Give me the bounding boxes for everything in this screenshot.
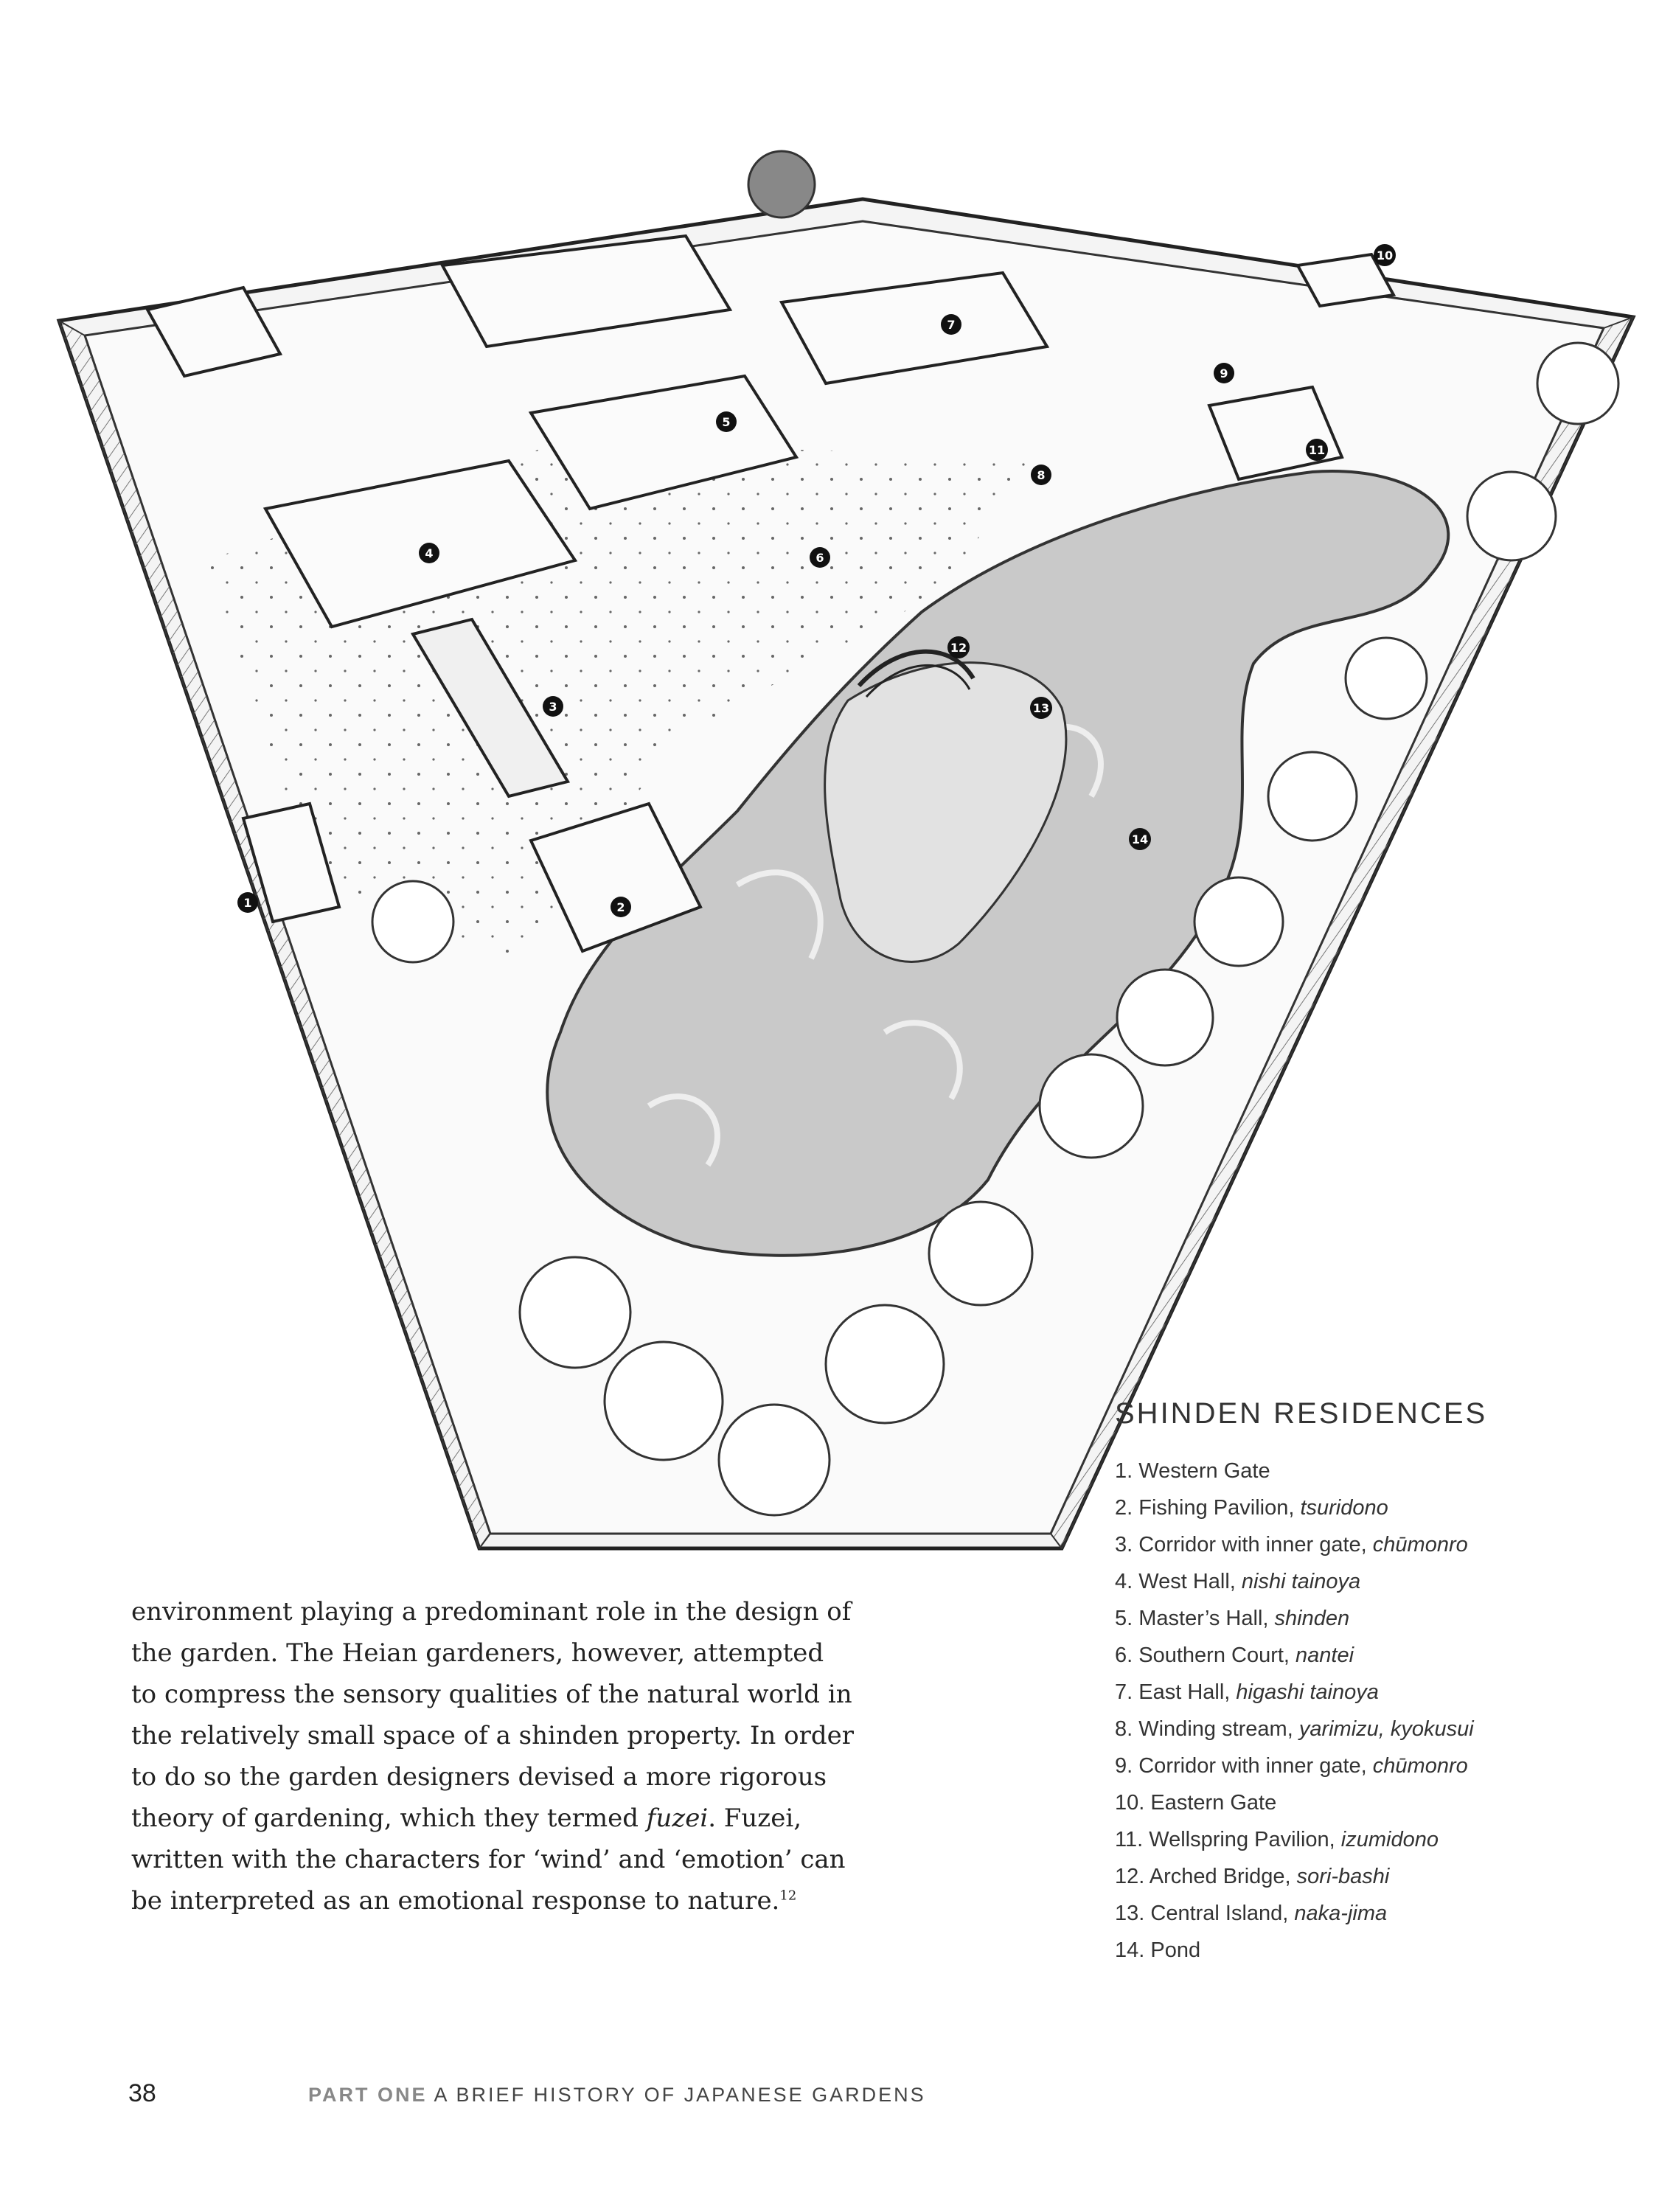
- marker-7: [941, 314, 961, 335]
- legend-item: 3. Corridor with inner gate, chūmonro: [1115, 1533, 1468, 1557]
- marker-5: [716, 411, 737, 432]
- body-term: fuzei: [646, 1804, 709, 1833]
- legend-item: 8. Winding stream, yarimizu, kyokusui: [1115, 1717, 1474, 1741]
- page-number: 38: [128, 2079, 156, 2107]
- legend-item: 10. Eastern Gate: [1115, 1791, 1277, 1815]
- body-text-part1: environment playing a predominant role in the design of the garden. The Heian gardeners, however, attempted to compress the sensory qualities of the natural world in the relatively small space of a shinden property. In order to do so the garden designers devised a more rigorous theory of gardening, which they termed: [131, 1597, 854, 1833]
- marker-10: [1374, 244, 1396, 266]
- marker-8: [1031, 465, 1051, 485]
- marker-1: [237, 892, 258, 913]
- svg-text:3: 3: [549, 700, 557, 714]
- marker-2: [611, 897, 631, 917]
- legend-list: [1115, 1453, 1631, 1969]
- marker-6: [810, 547, 830, 568]
- legend-item: 5. Master’s Hall, shinden: [1115, 1607, 1350, 1630]
- svg-text:4: 4: [425, 546, 434, 560]
- svg-text:7: 7: [947, 318, 956, 332]
- legend-item: 7. East Hall, higashi tainoya: [1115, 1680, 1379, 1704]
- legend-item: 6. Southern Court, nantei: [1115, 1644, 1354, 1667]
- marker-11: [1306, 439, 1328, 461]
- footnote-ref[interactable]: 12: [779, 1888, 797, 1904]
- svg-text:6: 6: [815, 551, 824, 565]
- legend-item: 14. Pond: [1115, 1938, 1201, 1962]
- svg-text:13: 13: [1032, 701, 1050, 715]
- legend-item: 2. Fishing Pavilion, tsuridono: [1115, 1496, 1388, 1520]
- legend-title: SHINDEN RESIDENCES: [1115, 1397, 1488, 1430]
- legend-item: 13. Central Island, naka-jima: [1115, 1902, 1388, 1925]
- marker-9: [1214, 363, 1234, 383]
- running-footer: [308, 2084, 926, 2107]
- marker-4: [419, 543, 439, 563]
- svg-text:11: 11: [1308, 443, 1326, 457]
- svg-text:2: 2: [616, 900, 625, 914]
- body-paragraph: [131, 1591, 854, 1921]
- legend-item: 4. West Hall, nishi tainoya: [1115, 1570, 1361, 1593]
- svg-text:5: 5: [722, 415, 731, 429]
- svg-text:12: 12: [950, 641, 967, 655]
- part-label: PART ONE: [308, 2084, 428, 2106]
- svg-text:1: 1: [243, 896, 252, 910]
- svg-text:9: 9: [1220, 366, 1228, 380]
- body-text-part2: . Fuzei, written with the characters for ‘wind’ and ‘emotion’ can be interpreted as an emotional response to nature.: [131, 1804, 846, 1916]
- legend-item: 1. Western Gate: [1115, 1459, 1270, 1483]
- svg-text:14: 14: [1131, 832, 1149, 846]
- svg-text:10: 10: [1376, 248, 1394, 262]
- marker-14: [1129, 828, 1151, 850]
- book-title: A BRIEF HISTORY OF JAPANESE GARDENS: [434, 2084, 926, 2106]
- legend-item: 9. Corridor with inner gate, chūmonro: [1115, 1754, 1468, 1778]
- legend-item: 11. Wellspring Pavilion, izumidono: [1115, 1828, 1439, 1851]
- legend: [1115, 1397, 1631, 1969]
- legend-item: 12. Arched Bridge, sori-bashi: [1115, 1865, 1390, 1888]
- marker-12: [947, 636, 970, 658]
- marker-13: [1030, 697, 1052, 719]
- svg-text:8: 8: [1037, 468, 1046, 482]
- marker-3: [543, 696, 563, 717]
